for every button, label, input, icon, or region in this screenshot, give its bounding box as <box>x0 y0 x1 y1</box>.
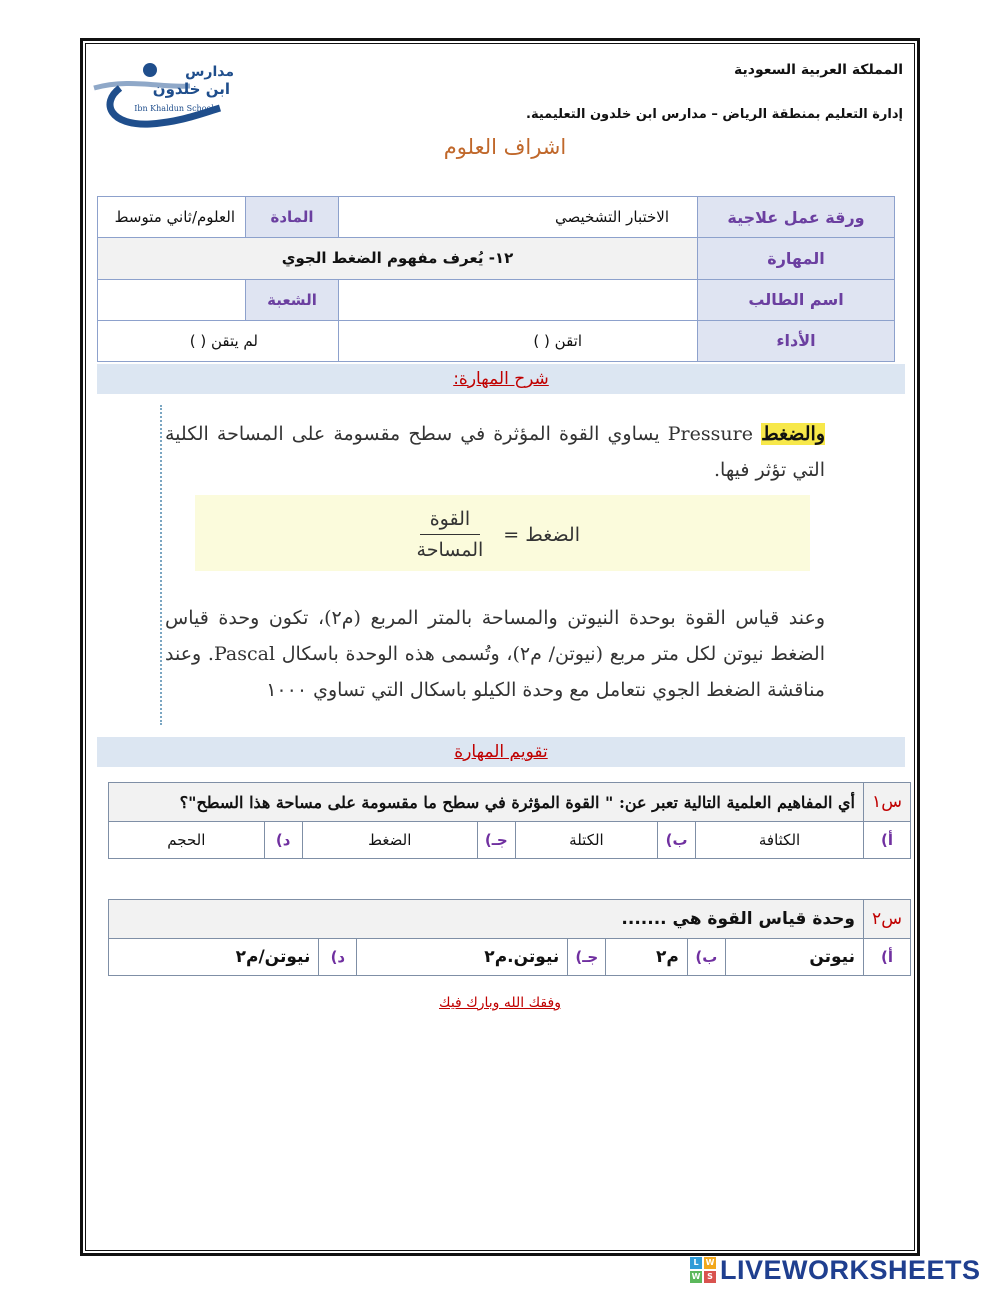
question-text: أي المفاهيم العلمية التالية تعبر عن: " القوة المؤثرة في سطح ما مقسومة على مساحة هذا السطح"؟ <box>109 783 864 822</box>
country-name: المملكة العربية السعودية <box>734 62 903 78</box>
pressure-formula <box>407 508 580 561</box>
option-letter: ب) <box>687 939 725 976</box>
student-name-field[interactable] <box>339 279 698 320</box>
question-text: وحدة قياس القوة هي ....... <box>109 900 864 939</box>
formula-denominator: المساحة <box>416 539 484 561</box>
question-number: س٢ <box>864 900 911 939</box>
test-name: الاختبار التشخيصي <box>339 197 698 238</box>
education-admin: إدارة التعليم بمنطقة الرياض – مدارس ابن خلدون التعليمية. <box>526 107 903 122</box>
subject-label: المادة <box>246 197 339 238</box>
option-letter: ب) <box>658 822 696 859</box>
evaluation-heading-band <box>97 737 905 767</box>
answer-option[interactable]: الحجم <box>109 822 265 859</box>
answer-option[interactable]: نيوتن/م٢ <box>109 939 319 976</box>
skill-label: المهارة <box>698 238 895 279</box>
skill-value: ١٢- يُعرف مفهوم الضغط الجوي <box>98 238 698 279</box>
performance-label: الأداء <box>698 320 895 361</box>
formula-numerator: القوة <box>420 508 480 535</box>
liveworksheets-logo-icon: L W W S <box>691 1258 715 1281</box>
evaluation-heading: تقويم المهارة <box>454 742 548 762</box>
answer-option[interactable]: الضغط <box>302 822 477 859</box>
formula-fraction <box>407 508 494 561</box>
section-label: الشعبة <box>246 279 339 320</box>
school-logo <box>90 58 240 130</box>
mastered-option[interactable]: اتقن ( ) <box>339 320 698 361</box>
option-letter: د) <box>264 822 302 859</box>
closing-blessing: وفقك الله وبارك فيك <box>439 995 561 1011</box>
option-letter: أ) <box>864 822 911 859</box>
answer-option[interactable]: نيوتن <box>725 939 863 976</box>
department-title: اشراف العلوم <box>443 135 567 159</box>
svg-text:مدارس: مدارس <box>185 64 234 80</box>
option-letter: د) <box>319 939 357 976</box>
option-letter: جـ) <box>477 822 515 859</box>
svg-text:ابن خلدون: ابن خلدون <box>152 80 230 98</box>
answer-option[interactable]: م٢ <box>606 939 688 976</box>
question-2-table <box>108 899 911 976</box>
explanation-heading: شرح المهارة: <box>453 369 549 389</box>
question-1-table <box>108 782 911 859</box>
answer-option[interactable]: الكثافة <box>696 822 864 859</box>
liveworksheets-wordmark: LIVEWORKSHEETS <box>720 1254 981 1285</box>
logo-swoosh-icon <box>90 58 240 130</box>
worksheet-info-table <box>97 196 895 362</box>
worksheet-label: ورقة عمل علاجية <box>698 197 895 238</box>
question-number: س١ <box>864 783 911 822</box>
subject-value: العلوم/ثاني متوسط <box>98 197 246 238</box>
svg-text:Ibn Khaldun Schools: Ibn Khaldun Schools <box>134 104 218 113</box>
liveworksheets-brand[interactable] <box>690 1255 981 1285</box>
student-name-label: اسم الطالب <box>698 279 895 320</box>
answer-option[interactable]: الكتلة <box>515 822 657 859</box>
option-letter: جـ) <box>568 939 606 976</box>
not-mastered-option[interactable]: لم يتقن ( ) <box>98 320 339 361</box>
explanation-heading-band <box>97 364 905 394</box>
section-field[interactable] <box>98 279 246 320</box>
pressure-definition: والضغط Pressure يساوي القوة المؤثرة في سطح مقسومة على المساحة الكلية التي تؤثر فيها. <box>165 423 825 481</box>
formula-lhs: الضغط = <box>503 523 580 546</box>
option-letter: أ) <box>864 939 911 976</box>
answer-option[interactable]: نيوتن.م٢ <box>357 939 568 976</box>
highlighted-term: والضغط <box>761 423 825 445</box>
pascal-unit-paragraph: وعند قياس القوة بوحدة النيوتن والمساحة بالمتر المربع (م٢)، تكون وحدة قياس الضغط نيوتن لكل متر مربع (نيوتن/ م٢)، وتُسمى هذه الوحدة باسكال Pascal. وعند مناقشة الضغط الجوي نتعامل مع وحدة الكيلو باسكال التي تساوي ١٠٠٠ <box>165 607 825 701</box>
